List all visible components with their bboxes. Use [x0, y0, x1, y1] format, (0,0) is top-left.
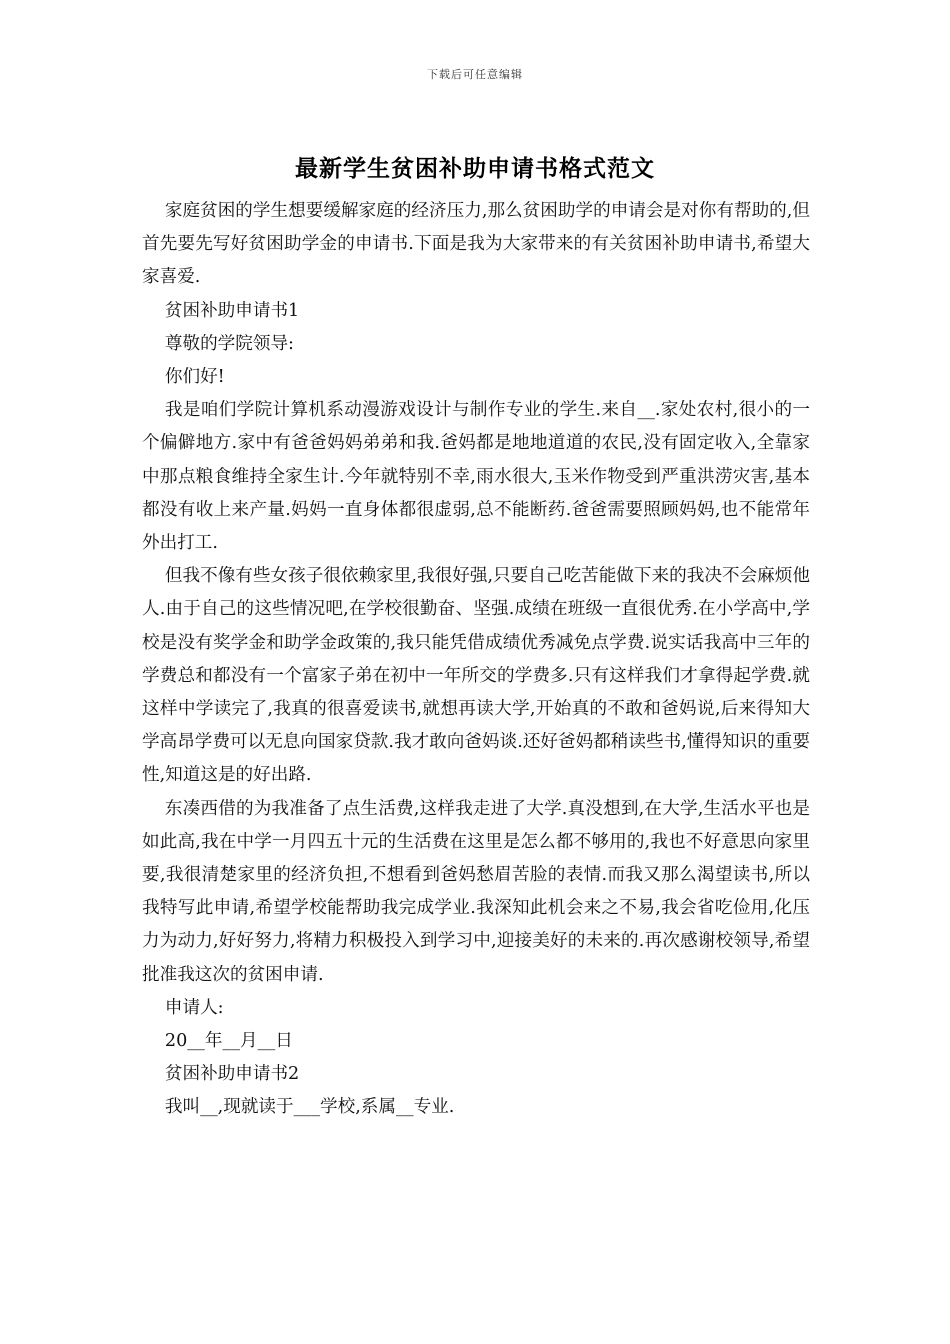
- document-body: [142, 195, 810, 1125]
- body-paragraph: 我是咱们学院计算机系动漫游戏设计与制作专业的学生.来自__.家处农村,很小的一个偏僻地方.家中有爸爸妈妈弟弟和我.爸妈都是地地道道的农民,没有固定收入,全靠家中那点粮食维持全家生计.今年就特别不幸,雨水很大,玉米作物受到严重洪涝灾害,基本都没有收上来产量.妈妈一直身体都很虚弱,总不能断药.爸爸需要照顾妈妈,也不能常年外出打工.: [142, 400, 810, 554]
- document-title: 最新学生贫困补助申请书格式范文: [295, 156, 655, 182]
- section-heading-1: 贫困补助申请书1: [164, 300, 300, 321]
- body-paragraph: 但我不像有些女孩子很依赖家里,我很好强,只要自己吃苦能做下来的我决不会麻烦他人.由于自己的这些情况吧,在学校很勤奋、坚强.成绩在班级一直很优秀.在小学高中,学校是没有奖学金和助学金政策的,我只能凭借成绩优秀减免点学费.说实话我高中三年的学费总和都没有一个富家子弟在初中一年所交的学费多.只有这样我们才拿得起学费.就这样中学读完了,我真的很喜爱读书,就想再读大学,开始真的不敢和爸妈说,后来得知大学高昂学费可以无息向国家贷款.我才敢向爸妈谈.还好爸妈都稍读些书,懂得知识的重要性,知道这是的好出路.: [142, 566, 810, 786]
- greeting: 你们好!: [164, 367, 225, 388]
- section-heading-2: 贫困补助申请书2: [164, 1064, 300, 1085]
- body-paragraph: 东凑西借的为我准备了点生活费,这样我走进了大学.真没想到,在大学,生活水平也是如此高,我在中学一月四五十元的生活费在这里是怎么都不够用的,我也不好意思向家里要,我很清楚家里的经济负担,不想看到爸妈愁眉苦脸的表情.而我又那么渴望读书,所以我特写此申请,希望学校能帮助我完成学业.我深知此机会来之不易,我会省吃俭用,化压力为动力,好好努力,将精力积极投入到学习中,迎接美好的未来的.再次感谢校领导,希望批准我这次的贫困申请.: [142, 798, 810, 985]
- salutation: 尊敬的学院领导:: [164, 333, 294, 354]
- applicant-line: 申请人:: [164, 997, 224, 1018]
- intro-paragraph: 家庭贫困的学生想要缓解家庭的经济压力,那么贫困助学的申请会是对你有帮助的,但首先要先写好贫困助学金的申请书.下面是我为大家带来的有关贫困补助申请书,希望大家喜爱.: [142, 201, 810, 288]
- header-note: 下载后可任意编辑: [427, 68, 523, 81]
- body-paragraph: 我叫__,现就读于___学校,系属__专业.: [164, 1097, 455, 1118]
- date-line: 20__年__月__日: [164, 1031, 293, 1052]
